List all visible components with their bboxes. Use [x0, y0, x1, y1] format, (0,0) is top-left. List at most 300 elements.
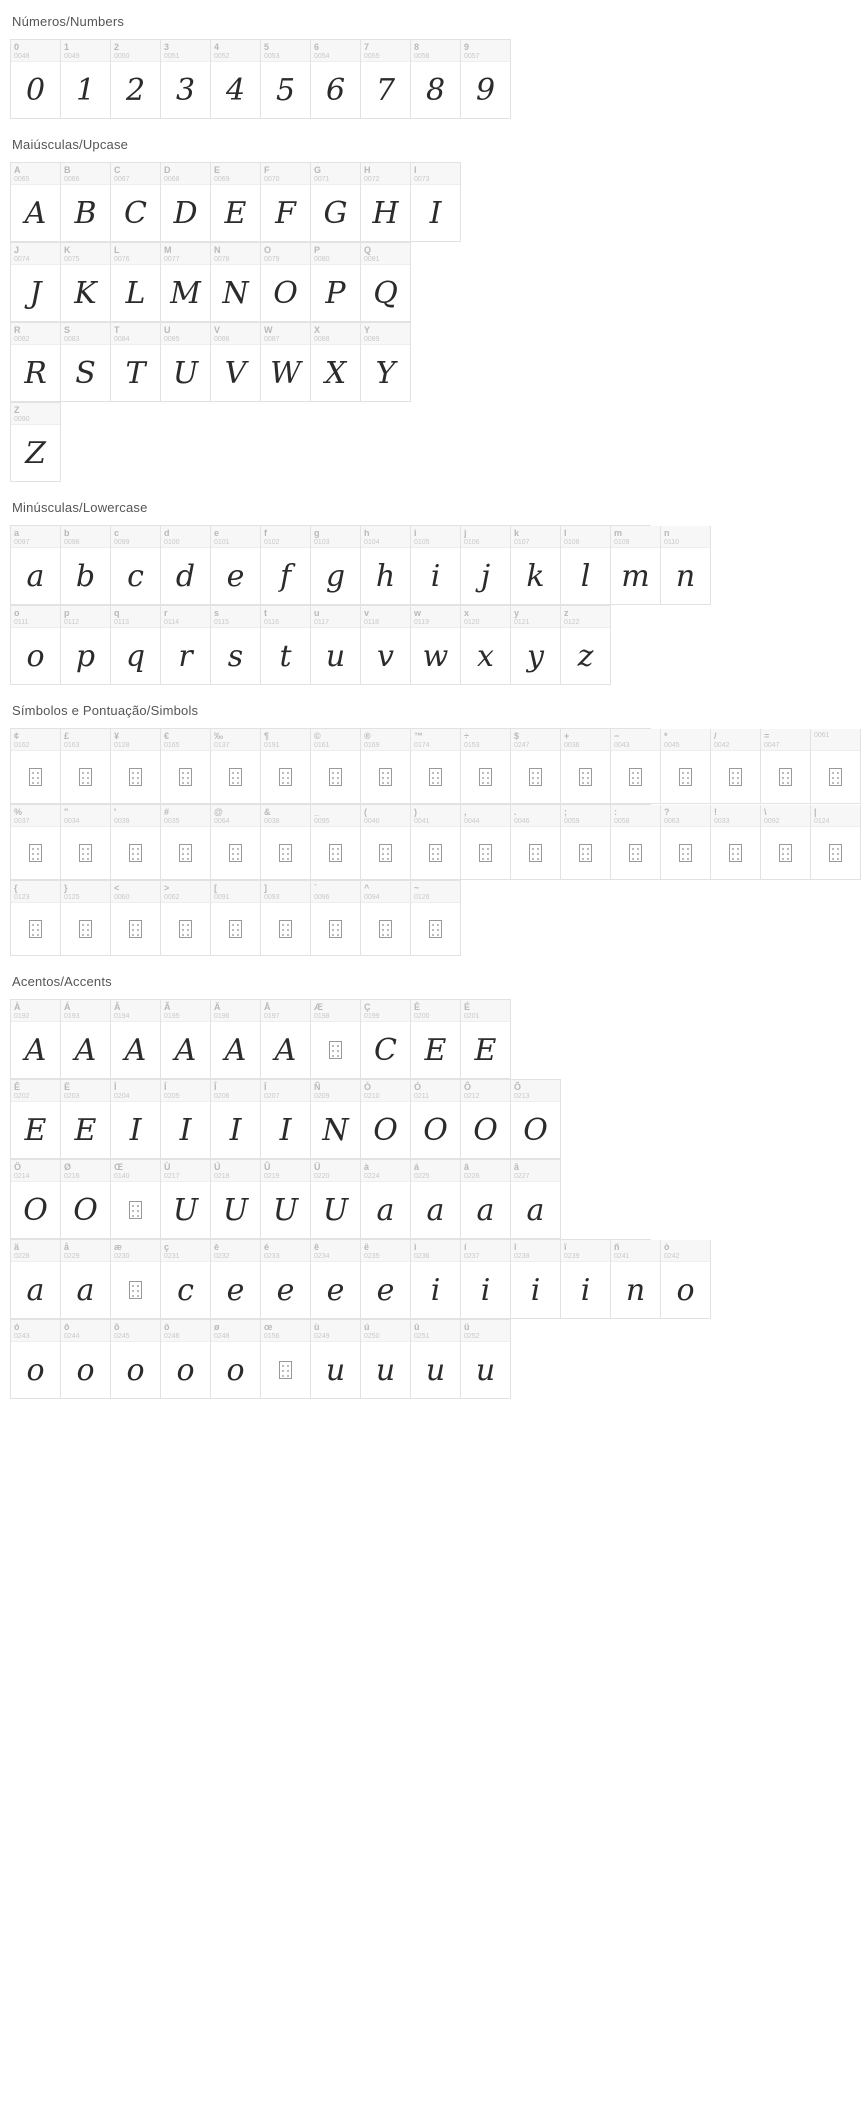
glyph-cell[interactable]: [261, 1000, 311, 1079]
glyph-cell[interactable]: [461, 1160, 511, 1239]
glyph-cell[interactable]: [511, 1160, 561, 1239]
glyph-cell[interactable]: [661, 805, 711, 880]
glyph-char-label: I: [414, 165, 417, 175]
glyph-cell[interactable]: [311, 1080, 361, 1159]
glyph-code-label: 0035: [164, 818, 180, 825]
glyph-char-label: ®: [364, 731, 371, 741]
glyph-code-label: 0231: [164, 1253, 180, 1260]
glyph-cell-header: [761, 805, 810, 827]
glyph-cell[interactable]: [161, 881, 211, 956]
glyph-cell[interactable]: [261, 526, 311, 605]
glyph-preview: O: [473, 1112, 498, 1148]
glyph-char-label: o: [14, 608, 20, 618]
glyph-cell[interactable]: [11, 323, 61, 402]
glyph-cell[interactable]: [461, 1000, 511, 1079]
glyph-cell[interactable]: [161, 729, 211, 804]
glyph-cell[interactable]: [411, 163, 461, 242]
glyph-char-label: õ: [114, 1322, 120, 1332]
glyph-cell[interactable]: [561, 526, 611, 605]
glyph-code-label: 0121: [514, 619, 530, 626]
glyph-code-label: 0077: [164, 256, 180, 263]
glyph-cell[interactable]: [361, 881, 411, 956]
glyph-cell[interactable]: [511, 526, 561, 605]
glyph-cell-header: [11, 805, 60, 827]
glyph-cell[interactable]: [411, 606, 461, 685]
glyph-char-label: ™: [414, 731, 423, 741]
glyph-cell[interactable]: [361, 606, 411, 685]
glyph-cell[interactable]: [111, 805, 161, 880]
glyph-code-label: 0228: [14, 1253, 30, 1260]
glyph-code-label: 0054: [314, 53, 330, 60]
glyph-char-label: Q: [364, 245, 372, 255]
glyph-cell-header: [111, 729, 160, 751]
glyph-cell[interactable]: [11, 729, 61, 804]
glyph-cell-header: [461, 40, 510, 62]
glyph-preview: a: [476, 1192, 495, 1228]
glyph-char-label: =: [764, 731, 770, 741]
glyph-cell[interactable]: [361, 1160, 411, 1239]
glyph-char-label: Û: [264, 1162, 271, 1172]
glyph-char-label: e: [214, 528, 220, 538]
glyph-preview: V: [224, 355, 247, 391]
glyph-code-label: 0156: [264, 1333, 280, 1340]
glyph-code-label: 0107: [514, 539, 530, 546]
glyph-cell[interactable]: [661, 1240, 711, 1319]
glyph-cell[interactable]: [161, 323, 211, 402]
glyph-cell-header: [311, 163, 360, 185]
glyph-char-label: w: [414, 608, 422, 618]
glyph-cell[interactable]: [411, 729, 461, 804]
glyph-cell[interactable]: [361, 243, 411, 322]
glyph-cell[interactable]: [461, 606, 511, 685]
glyph-code-label: 0128: [114, 742, 130, 749]
glyph-cell-header: [111, 163, 160, 185]
glyph-cell[interactable]: [11, 40, 61, 119]
glyph-cell[interactable]: [411, 526, 461, 605]
glyph-cell[interactable]: [611, 729, 661, 804]
glyph-cell[interactable]: [211, 1320, 261, 1399]
glyph-cell[interactable]: [411, 40, 461, 119]
glyph-code-label: 0067: [114, 176, 130, 183]
glyph-preview: [111, 1182, 160, 1238]
glyph-section: [10, 689, 830, 956]
glyph-char-label: ©: [314, 731, 321, 741]
glyph-cell[interactable]: [261, 1320, 311, 1399]
glyph-cell-header: [11, 729, 60, 751]
glyph-cell[interactable]: [311, 1160, 361, 1239]
glyph-cell[interactable]: [61, 243, 111, 322]
glyph-preview: [411, 751, 460, 803]
glyph-cell[interactable]: [61, 805, 111, 880]
glyph-cell[interactable]: [11, 881, 61, 956]
glyph-code-label: 0044: [464, 818, 480, 825]
glyph-cell[interactable]: [761, 729, 811, 804]
glyph-cell[interactable]: [311, 729, 361, 804]
glyph-char-label: G: [314, 165, 322, 175]
glyph-cell[interactable]: [161, 40, 211, 119]
glyph-cell[interactable]: [361, 729, 411, 804]
glyph-preview: [761, 827, 810, 879]
glyph-cell[interactable]: [711, 729, 761, 804]
glyph-cell[interactable]: [61, 1160, 111, 1239]
glyph-cell-header: [11, 323, 60, 345]
glyph-cell[interactable]: [361, 1080, 411, 1159]
glyph-cell[interactable]: [611, 805, 661, 880]
glyph-preview: l: [580, 558, 591, 594]
glyph-cell-header: [361, 729, 410, 751]
glyph-cell-header: [311, 323, 360, 345]
glyph-preview: [161, 827, 210, 879]
glyph-preview: [211, 751, 260, 803]
glyph-cell-header: [461, 1000, 510, 1022]
glyph-preview: [661, 751, 710, 803]
glyph-preview: a: [426, 1192, 445, 1228]
missing-glyph-icon: [429, 920, 442, 938]
glyph-code-label: 0252: [464, 1333, 480, 1340]
glyph-cell[interactable]: [61, 1080, 111, 1159]
glyph-cell[interactable]: [711, 805, 761, 880]
glyph-cell[interactable]: [661, 526, 711, 605]
glyph-preview: i: [430, 1272, 441, 1308]
glyph-char-label: a: [14, 528, 20, 538]
glyph-cell[interactable]: [811, 729, 861, 804]
glyph-char-label: Ù: [164, 1162, 171, 1172]
glyph-cell[interactable]: [61, 40, 111, 119]
glyph-cell[interactable]: [261, 805, 311, 880]
glyph-code-label: 0079: [264, 256, 280, 263]
glyph-cell[interactable]: [361, 526, 411, 605]
glyph-preview: I: [279, 1112, 292, 1148]
glyph-cell[interactable]: [461, 1320, 511, 1399]
glyph-cell[interactable]: [611, 526, 661, 605]
glyph-cell[interactable]: [11, 403, 61, 482]
glyph-preview: [311, 827, 360, 879]
missing-glyph-icon: [529, 844, 542, 862]
glyph-cell[interactable]: [411, 1080, 461, 1159]
glyph-preview: [161, 751, 210, 803]
glyph-cell[interactable]: [811, 805, 861, 880]
glyph-cell[interactable]: [61, 163, 111, 242]
glyph-cell[interactable]: [111, 243, 161, 322]
glyph-cell-header: [311, 1160, 360, 1182]
glyph-code-label: 0206: [214, 1093, 230, 1100]
glyph-grid: [10, 999, 695, 1399]
glyph-cell-header: [661, 526, 710, 548]
glyph-cell[interactable]: [211, 163, 261, 242]
glyph-preview: o: [676, 1272, 695, 1308]
glyph-cell[interactable]: [261, 606, 311, 685]
glyph-cell[interactable]: [511, 606, 561, 685]
glyph-char-label: Ø: [64, 1162, 72, 1172]
glyph-cell[interactable]: [761, 805, 811, 880]
glyph-char-label: B: [64, 165, 71, 175]
glyph-preview: n: [675, 558, 696, 594]
glyph-cell[interactable]: [561, 606, 611, 685]
glyph-cell[interactable]: [211, 1000, 261, 1079]
glyph-cell[interactable]: [261, 729, 311, 804]
glyph-cell-header: [61, 323, 110, 345]
glyph-cell[interactable]: [261, 243, 311, 322]
glyph-cell[interactable]: [111, 729, 161, 804]
glyph-cell[interactable]: [311, 526, 361, 605]
glyph-cell[interactable]: [261, 1240, 311, 1319]
glyph-code-label: 0052: [214, 53, 230, 60]
glyph-char-label: ö: [164, 1322, 170, 1332]
glyph-cell[interactable]: [61, 729, 111, 804]
section-title: Minúsculas/Lowercase: [12, 500, 148, 515]
glyph-cell[interactable]: [61, 323, 111, 402]
glyph-cell[interactable]: [211, 805, 261, 880]
glyph-cell-header: [411, 40, 460, 62]
glyph-cell[interactable]: [211, 40, 261, 119]
glyph-char-label: &: [264, 807, 271, 817]
glyph-cell[interactable]: [261, 40, 311, 119]
glyph-char-label: ã: [514, 1162, 520, 1172]
glyph-cell-header: [511, 805, 560, 827]
glyph-code-label: 0075: [64, 256, 80, 263]
glyph-cell-header: [461, 1080, 510, 1102]
glyph-cell[interactable]: [311, 881, 361, 956]
glyph-cell[interactable]: [11, 805, 61, 880]
glyph-cell[interactable]: [211, 243, 261, 322]
glyph-cell[interactable]: [411, 1240, 461, 1319]
glyph-preview: [11, 827, 60, 879]
glyph-cell[interactable]: [311, 1320, 361, 1399]
glyph-cell-header: [411, 1160, 460, 1182]
glyph-cell[interactable]: [261, 1080, 311, 1159]
glyph-cell[interactable]: [161, 163, 211, 242]
glyph-char-label: ø: [214, 1322, 220, 1332]
glyph-cell-header: [211, 1240, 260, 1262]
glyph-preview: u: [475, 1352, 496, 1388]
glyph-cell[interactable]: [161, 526, 211, 605]
glyph-code-label: 0071: [314, 176, 330, 183]
glyph-preview: c: [177, 1272, 194, 1308]
glyph-cell[interactable]: [11, 1320, 61, 1399]
glyph-cell[interactable]: [261, 323, 311, 402]
glyph-cell[interactable]: [161, 243, 211, 322]
glyph-code-label: 0045: [664, 742, 680, 749]
glyph-cell[interactable]: [11, 243, 61, 322]
glyph-cell[interactable]: [311, 323, 361, 402]
glyph-cell[interactable]: [111, 1320, 161, 1399]
glyph-cell[interactable]: [211, 323, 261, 402]
glyph-char-label: Ï: [264, 1082, 267, 1092]
glyph-preview: u: [325, 1352, 346, 1388]
glyph-cell[interactable]: [511, 729, 561, 804]
missing-glyph-icon: [729, 768, 742, 786]
glyph-cell[interactable]: [11, 1080, 61, 1159]
glyph-cell[interactable]: [461, 1080, 511, 1159]
glyph-char-label: .: [514, 807, 517, 817]
glyph-cell[interactable]: [111, 1240, 161, 1319]
glyph-code-label: 0096: [314, 894, 330, 901]
glyph-cell-header: [261, 1160, 310, 1182]
glyph-preview: A: [124, 1032, 147, 1068]
glyph-cell[interactable]: [311, 606, 361, 685]
glyph-cell[interactable]: [61, 881, 111, 956]
glyph-cell[interactable]: [211, 1240, 261, 1319]
glyph-cell[interactable]: [111, 1080, 161, 1159]
glyph-code-label: 0034: [64, 818, 80, 825]
glyph-cell[interactable]: [211, 526, 261, 605]
glyph-cell[interactable]: [111, 40, 161, 119]
glyph-cell[interactable]: [311, 1240, 361, 1319]
glyph-preview: M: [170, 275, 201, 311]
glyph-code-label: 0105: [414, 539, 430, 546]
glyph-cell[interactable]: [311, 163, 361, 242]
glyph-cell[interactable]: [461, 729, 511, 804]
glyph-code-label: 0137: [214, 742, 230, 749]
glyph-char-label: ù: [314, 1322, 320, 1332]
glyph-cell[interactable]: [161, 1320, 211, 1399]
glyph-cell[interactable]: [411, 805, 461, 880]
glyph-cell[interactable]: [61, 1320, 111, 1399]
glyph-char-label: ú: [364, 1322, 370, 1332]
glyph-cell[interactable]: [461, 526, 511, 605]
glyph-cell-header: [11, 1160, 60, 1182]
glyph-cell[interactable]: [361, 323, 411, 402]
glyph-cell[interactable]: [261, 881, 311, 956]
glyph-cell-header: [61, 1240, 110, 1262]
glyph-cell[interactable]: [411, 1320, 461, 1399]
glyph-code-label: 0092: [764, 818, 780, 825]
glyph-cell[interactable]: [311, 1000, 361, 1079]
glyph-code-label: 0243: [14, 1333, 30, 1340]
glyph-code-label: 0101: [214, 539, 230, 546]
glyph-cell[interactable]: [511, 805, 561, 880]
glyph-preview: X: [324, 355, 347, 391]
glyph-cell[interactable]: [311, 40, 361, 119]
glyph-cell-header: [311, 526, 360, 548]
glyph-cell[interactable]: [111, 606, 161, 685]
glyph-cell[interactable]: [161, 1160, 211, 1239]
glyph-cell-header: [561, 1240, 610, 1262]
glyph-code-label: 0163: [64, 742, 80, 749]
glyph-cell[interactable]: [161, 606, 211, 685]
glyph-cell[interactable]: [361, 163, 411, 242]
glyph-cell-header: [311, 1080, 360, 1102]
glyph-cell[interactable]: [111, 323, 161, 402]
missing-glyph-icon: [379, 768, 392, 786]
glyph-cell[interactable]: [511, 1080, 561, 1159]
glyph-cell-header: [411, 1320, 460, 1342]
glyph-code-label: 0233: [264, 1253, 280, 1260]
glyph-cell[interactable]: [161, 805, 211, 880]
glyph-preview: 7: [375, 72, 396, 108]
glyph-cell[interactable]: [411, 1000, 461, 1079]
glyph-code-label: 0125: [64, 894, 80, 901]
glyph-cell[interactable]: [661, 729, 711, 804]
glyph-row: [10, 1319, 511, 1399]
glyph-char-label: $: [514, 731, 520, 741]
glyph-cell-header: [261, 729, 310, 751]
glyph-cell[interactable]: [111, 163, 161, 242]
glyph-cell-header: [561, 729, 610, 751]
glyph-cell[interactable]: [61, 526, 111, 605]
glyph-cell[interactable]: [161, 1000, 211, 1079]
glyph-cell[interactable]: [111, 526, 161, 605]
glyph-cell[interactable]: [111, 881, 161, 956]
glyph-preview: e: [326, 1272, 345, 1308]
glyph-cell[interactable]: [461, 1240, 511, 1319]
glyph-cell[interactable]: [211, 1160, 261, 1239]
missing-glyph-icon: [129, 768, 142, 786]
glyph-cell[interactable]: [311, 243, 361, 322]
glyph-cell[interactable]: [11, 1160, 61, 1239]
glyph-char-label: <: [114, 883, 120, 893]
glyph-char-label: ‰: [214, 731, 223, 741]
glyph-char-label: p: [64, 608, 70, 618]
glyph-preview: A: [74, 1032, 97, 1068]
glyph-cell[interactable]: [411, 881, 461, 956]
glyph-char-label: 4: [214, 42, 220, 52]
glyph-cell-header: [361, 1240, 410, 1262]
missing-glyph-icon: [329, 1041, 342, 1059]
glyph-cell[interactable]: [461, 40, 511, 119]
glyph-cell-header: [411, 526, 460, 548]
glyph-cell[interactable]: [361, 40, 411, 119]
glyph-preview: O: [373, 1112, 398, 1148]
glyph-cell[interactable]: [211, 1080, 261, 1159]
glyph-char-label: Í: [164, 1082, 167, 1092]
glyph-cell[interactable]: [61, 1000, 111, 1079]
glyph-cell[interactable]: [211, 606, 261, 685]
glyph-char-label: d: [164, 528, 170, 538]
missing-glyph-icon: [179, 768, 192, 786]
glyph-cell[interactable]: [161, 1240, 211, 1319]
glyph-cell[interactable]: [111, 1160, 161, 1239]
glyph-char-label: x: [464, 608, 470, 618]
glyph-cell-header: [61, 881, 110, 903]
glyph-cell[interactable]: [611, 1240, 661, 1319]
glyph-code-label: 0224: [364, 1173, 380, 1180]
glyph-code-label: 0239: [564, 1253, 580, 1260]
glyph-cell[interactable]: [261, 1160, 311, 1239]
glyph-cell[interactable]: [511, 1240, 561, 1319]
glyph-cell[interactable]: [361, 1320, 411, 1399]
glyph-cell[interactable]: [111, 1000, 161, 1079]
glyph-cell[interactable]: [311, 805, 361, 880]
glyph-cell[interactable]: [561, 1240, 611, 1319]
glyph-char-label: {: [14, 883, 18, 893]
glyph-cell[interactable]: [361, 805, 411, 880]
glyph-cell[interactable]: [11, 606, 61, 685]
glyph-char-label: c: [114, 528, 120, 538]
glyph-cell[interactable]: [11, 1240, 61, 1319]
glyph-cell[interactable]: [11, 526, 61, 605]
glyph-cell[interactable]: [461, 805, 511, 880]
glyph-cell-header: [11, 1320, 60, 1342]
glyph-cell[interactable]: [11, 163, 61, 242]
glyph-code-label: 0217: [164, 1173, 180, 1180]
glyph-code-label: 0100: [164, 539, 180, 546]
glyph-cell[interactable]: [61, 1240, 111, 1319]
glyph-cell[interactable]: [561, 805, 611, 880]
glyph-cell[interactable]: [211, 729, 261, 804]
glyph-cell[interactable]: [411, 1160, 461, 1239]
glyph-cell[interactable]: [11, 1000, 61, 1079]
glyph-cell[interactable]: [361, 1000, 411, 1079]
glyph-cell-header: [561, 526, 610, 548]
glyph-cell[interactable]: [261, 163, 311, 242]
glyph-cell[interactable]: [561, 729, 611, 804]
glyph-cell[interactable]: [61, 606, 111, 685]
glyph-code-label: 0050: [114, 53, 130, 60]
glyph-cell[interactable]: [361, 1240, 411, 1319]
glyph-cell[interactable]: [161, 1080, 211, 1159]
glyph-cell[interactable]: [211, 881, 261, 956]
